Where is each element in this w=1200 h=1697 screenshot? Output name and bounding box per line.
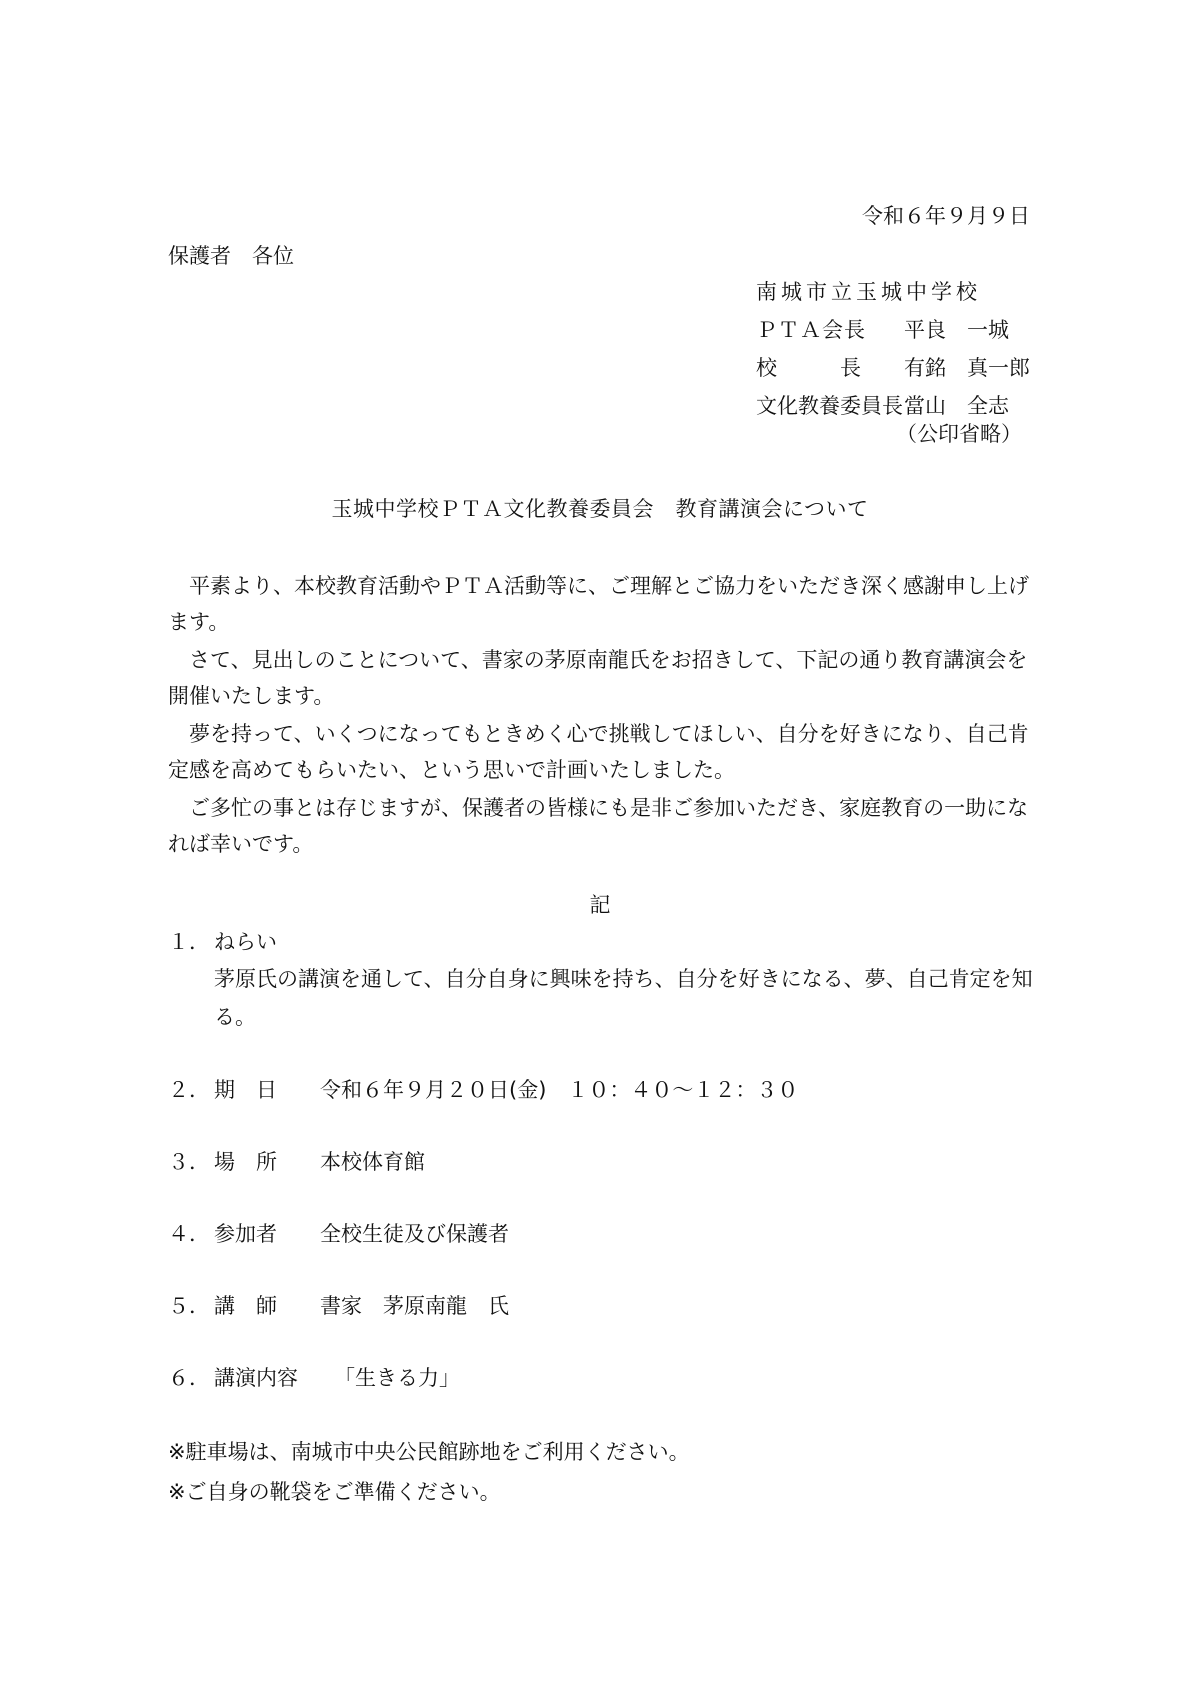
item-value: 全校生徒及び保護者 bbox=[320, 1222, 509, 1246]
ki-heading: 記 bbox=[589, 893, 611, 917]
body-paragraph-3 bbox=[168, 716, 1030, 788]
document-date: 令和６年９月９日 bbox=[862, 204, 1030, 228]
body-text: 夢を持って、いくつになってもときめく心で挑戦してほしい、自分を好きになり、自己肯定感を高めてもらいたい、という思いで計画いたしました。 bbox=[168, 722, 1029, 782]
seal-omitted-note: （公印省略） bbox=[896, 422, 1022, 446]
item-number: ２． bbox=[168, 1078, 210, 1102]
item-label: 期 日 bbox=[214, 1078, 277, 1102]
purpose-description: 茅原氏の講演を通して、自分自身に興味を持ち、自分を好きになる、夢、自己肯定を知る。 bbox=[214, 967, 1033, 1029]
item-number: １． bbox=[168, 930, 210, 954]
item-label: 参加者 bbox=[214, 1222, 277, 1246]
body-text: さて、見出しのことについて、書家の茅原南龍氏をお招きして、下記の通り教育講演会を開催いたします。 bbox=[168, 648, 1028, 708]
body-paragraph-4 bbox=[168, 790, 1030, 862]
sender-role: 文化教養委員長 bbox=[756, 394, 903, 418]
item-label: 講 師 bbox=[214, 1294, 277, 1318]
sender-name: 當山 全志 bbox=[904, 394, 1009, 418]
item-value: 令和６年９月２０日(金) １０：４０～１２：３０ bbox=[320, 1078, 799, 1102]
body-paragraph-2 bbox=[168, 642, 1030, 714]
item-label: 場 所 bbox=[214, 1150, 277, 1174]
body-text: ご多忙の事とは存じますが、保護者の皆様にも是非ご参加いただき、家庭教育の一助になれば幸いです。 bbox=[168, 796, 1029, 856]
item-number: ６． bbox=[168, 1366, 210, 1390]
item-value: 本校体育館 bbox=[320, 1150, 425, 1174]
document-title: 玉城中学校ＰＴＡ文化教養委員会 教育講演会について bbox=[331, 497, 869, 521]
item-value: 「生きる力」 bbox=[334, 1366, 460, 1390]
sender-school: 南城市立玉城中学校 bbox=[756, 280, 981, 304]
recipient: 保護者 各位 bbox=[168, 244, 294, 268]
note-parking: ※駐車場は、南城市中央公民館跡地をご利用ください。 bbox=[168, 1440, 690, 1464]
body-paragraph-1 bbox=[168, 568, 1030, 640]
sender-role: ＰＴＡ会長 bbox=[756, 318, 866, 342]
item-label: 講演内容 bbox=[214, 1366, 298, 1390]
item-label: ねらい bbox=[214, 930, 277, 954]
sender-role: 校 長 bbox=[756, 356, 861, 380]
sender-name: 平良 一城 bbox=[904, 318, 1009, 342]
item-number: ５． bbox=[168, 1294, 210, 1318]
body-text: 平素より、本校教育活動やＰＴＡ活動等に、ご理解とご協力をいただき深く感謝申し上げます。 bbox=[168, 574, 1029, 634]
item-number: ３． bbox=[168, 1150, 210, 1174]
item-number: ４． bbox=[168, 1222, 210, 1246]
sender-name: 有銘 真一郎 bbox=[904, 356, 1030, 380]
note-shoe-bag: ※ご自身の靴袋をご準備ください。 bbox=[168, 1480, 501, 1504]
item-value: 書家 茅原南龍 氏 bbox=[320, 1294, 509, 1318]
